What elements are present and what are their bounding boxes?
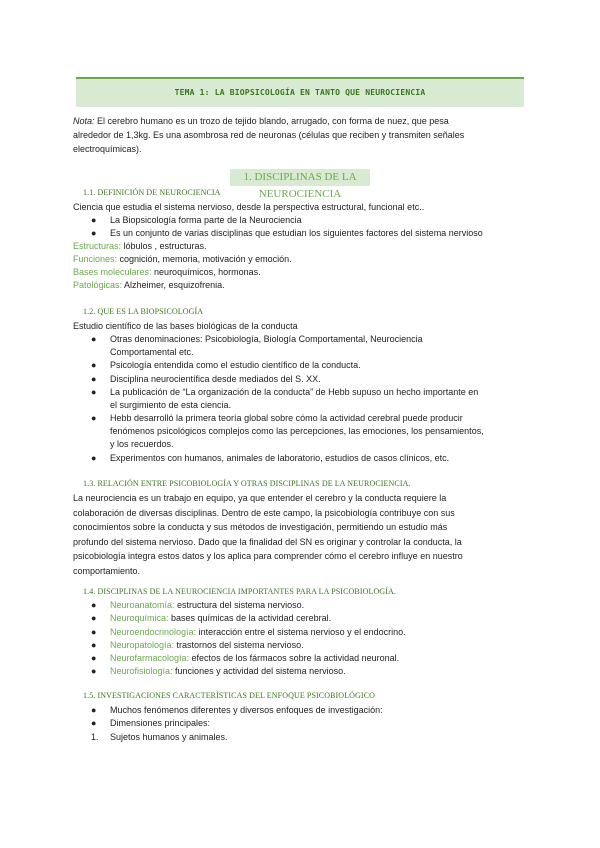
s13-paragraph: La neurociencia es un trabajo en equipo, ya que entender el cerebro y la conducta requiere la colaboración de diversas disciplinas. Dentro de este campo, la psicobiología contribuye con sus conocimientos sobre la conducta y sus métodos de investigación, permitiendo un estudio más profundo del sistema nervioso. Dado que la finalidad del SN es originar y controlar la conducta, la psicobiología integra estos datos y los aplica para comprender cómo el cerebro influye en nuestro comportamiento. bbox=[73, 493, 463, 576]
heading-1-2: 1.2. QUE ES LA BIOPSICOLOGÍA bbox=[83, 307, 204, 316]
heading-1-4: 1.4. DISCIPLINAS DE LA NEUROCIENCIA IMPORTANTES PARA LA PSICOBIOLOGÍA. bbox=[83, 587, 396, 596]
nota-line1: El cerebro humano es un trozo de tejido blando, arrugado, con forma de nuez, que pesa bbox=[94, 116, 449, 126]
section-heading-1: 1. DISCIPLINAS DE LA NEUROCIENCIA bbox=[230, 169, 370, 186]
s11-intro: Ciencia que estudia el sistema nervioso, desde la perspectiva estructural, funcional etc.. bbox=[73, 202, 425, 212]
title-banner: TEMA 1: LA BIOPSICOLOGÍA EN TANTO QUE NEUROCIENCIA bbox=[76, 77, 524, 107]
heading-1-1: 1.1. DEFINICIÓN DE NEUROCIENCIA bbox=[83, 188, 221, 197]
nota-label: Nota: bbox=[73, 116, 95, 126]
document-page: TEMA 1: LA BIOPSICOLOGÍA EN TANTO QUE NEUROCIENCIA Nota: El cerebro humano es un trozo de tejido blando, arrugado, con forma de nuez, que pesa alrededor de 1,3kg. Es una asombrosa red de neuronas (células que reciben y transmiten señales electroquímicas). 1. DISCIPLINAS DE LA NEUROCIENCIA 1.1. DEFINICIÓN DE NEUROCIENCIA Ciencia que estudia el sistema nervioso, desde la perspectiva estructural, funcional etc.. ● La Biopsicología forma parte de la Neurociencia ● Es un conjunto de varias disciplinas que estudian los siguientes factores del sistema nervioso Estructuras: lóbulos , estructuras. Funciones: cognición, memoria, motivación y emoción. Bases moleculares: neuroquímicos, hormonas. Patológicas: Alzheimer, esquizofrenia. 1.2. QUE ES LA BIOPSICOLOGÍA Estudio científico de las bases biológicas de la conducta ● Otras denominaciones: Psicobiología, Biología Comportamental, Neurociencia Comportamental etc. ● Psicología entendida como el estudio científico de la conducta. ● Disciplina neurocientífica desde mediados del S. XX. ● La publicación de “La organización de la conducta” de Hebb supuso un hecho importante en el surgimiento de esta ciencia. ● Hebb desarrolló la primera teoría global sobre cómo la actividad cerebral puede producir fenómenos psicológicos complejos como las percepciones, las emociones, los pensamientos, y los recuerdos. ● Experimentos con humanos, animales de laboratorio, estudios de casos clínicos, etc. 1.3. RELACIÓN ENTRE PSICOBIOLOGÍA Y OTRAS DISCIPLINAS DE LA NEUROCIENCIA. La neurociencia es un trabajo en equipo, ya que entender el cerebro y la conducta requiere la colaboración de diversas disciplinas. Dentro de este campo, la psicobiología contribuye con sus conocimientos sobre la conducta y sus métodos de investigación, permitiendo un estudio más profundo del sistema nervioso. Dado que la finalidad del SN es originar y controlar la conducta, la psicobiología integra estos datos y los aplica para comprender cómo el cerebro influye en nuestro comportamiento. 1.4. DISCIPLINAS DE LA NEUROCIENCIA IMPORTANTES PARA LA PSICOBIOLOGÍA. ● Neuroanatomía: estructura del sistema nervioso. ● Neuroquímica: bases químicas de la actividad cerebral. ● Neuroendocrinología: interacción entre el sistema nervioso y el endocrino. ● Neuropatología: trastornos del sistema nervioso. ● Neurofarmacología: efectos de los fármacos sobre la actividad neuronal. ● Neurofisiología: funciones y actividad del sistema nervioso. 1.5. INVESTIGACIONES CARACTERÍSTICAS DEL ENFOQUE PSICOBIOLÓGICO ● Muchos fenómenos diferentes y diversos enfoques de investigación: ● Dimensiones principales: 1. Sujetos humanos y animales. bbox=[0, 0, 600, 848]
heading-1-5: 1.5. INVESTIGACIONES CARACTERÍSTICAS DEL ENFOQUE PSICOBIOLÓGICO bbox=[83, 691, 376, 700]
heading-1-3: 1.3. RELACIÓN ENTRE PSICOBIOLOGÍA Y OTRAS DISCIPLINAS DE LA NEUROCIENCIA. bbox=[83, 479, 411, 488]
nota-line2: alrededor de 1,3kg. Es una asombrosa red de neuronas (células que reciben y transmiten señales bbox=[73, 130, 465, 140]
factor-funciones: Funciones: cognición, memoria, motivación y emoción. bbox=[73, 254, 292, 264]
factor-patologicas: Patológicas: Alzheimer, esquizofrenia. bbox=[73, 280, 225, 290]
nota-line3: electroquímicas). bbox=[73, 144, 142, 154]
s12-intro: Estudio científico de las bases biológicas de la conducta bbox=[73, 321, 298, 331]
factor-estructuras: Estructuras: lóbulos , estructuras. bbox=[73, 241, 207, 251]
factor-bases-moleculares: Bases moleculares: neuroquímicos, hormonas. bbox=[73, 267, 261, 277]
nota-paragraph bbox=[73, 114, 525, 156]
